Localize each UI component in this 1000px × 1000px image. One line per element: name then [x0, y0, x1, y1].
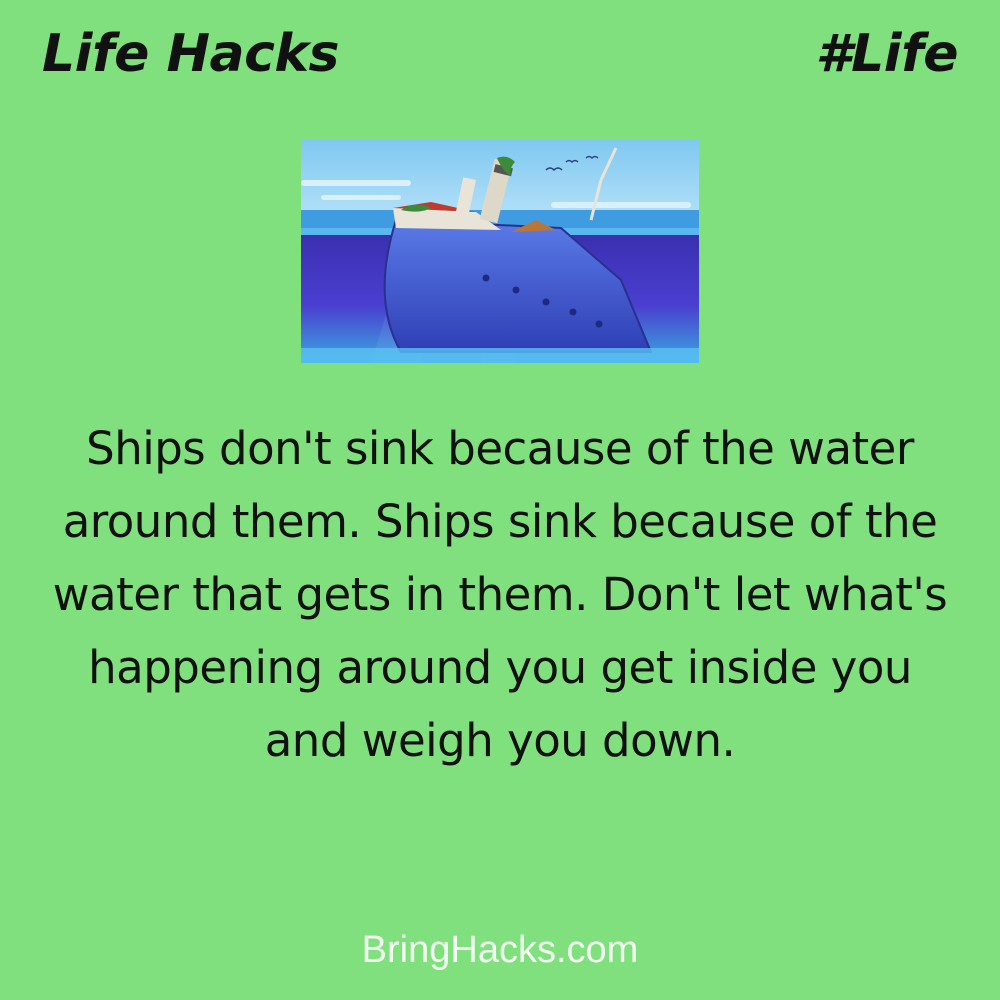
category-tag: #Life — [815, 24, 958, 84]
sinking-ship-icon — [301, 140, 699, 363]
site-link[interactable]: BringHacks.com — [361, 929, 639, 971]
page-title: Life Hacks — [42, 24, 339, 84]
quote-text: Ships don't sink because of the water around them. Ships sink because of the water that gets in them. Don't let what's happening around you get inside you and weigh you down. — [52, 422, 948, 767]
